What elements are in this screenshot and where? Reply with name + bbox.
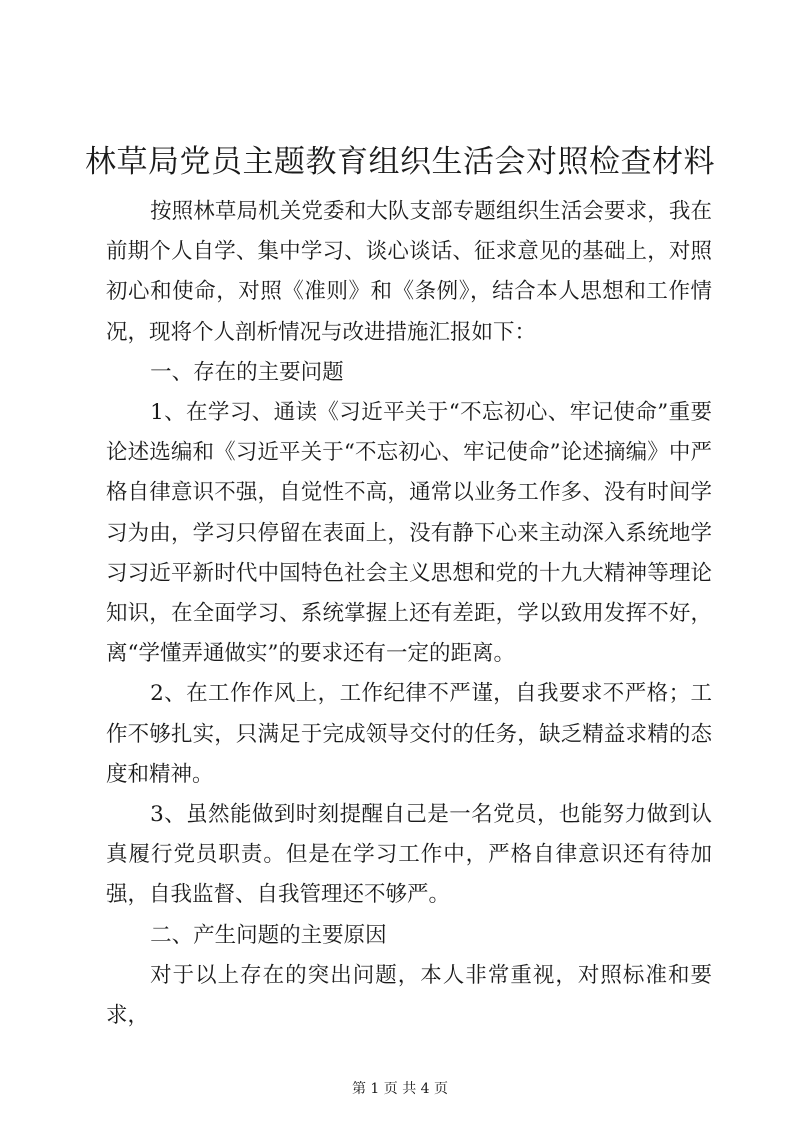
- problem-item-3: 3、虽然能做到时刻提醒自己是一名党员，也能努力做到认真履行党员职责。但是在学习工作中，严格自律意识还有待加强，自我监督、自我管理还不够严。: [106, 802, 712, 908]
- document-title: 林草局党员主题教育组织生活会对照检查材料: [85, 144, 715, 180]
- section-heading-problems: 一、存在的主要问题: [150, 359, 344, 385]
- page-footer: 第 1 页 共 4 页: [351, 1081, 449, 1097]
- problem-item-2: 2、在工作作风上，工作纪律不严谨，自我要求不严格；工作不够扎实，只满足于完成领导交付的任务，缺乏精益求精的态度和精神。: [106, 681, 712, 787]
- causes-paragraph: 对于以上存在的突出问题，本人非常重视，对照标准和要求，: [106, 962, 712, 1029]
- intro-paragraph: 按照林草局机关党委和大队支部专题组织生活会要求，我在前期个人自学、集中学习、谈心谈话、征求意见的基础上，对照初心和使命，对照《准则》和《条例》，结合本人思想和工作情况，现将个人剖析情况与改进措施汇报如下：: [106, 199, 712, 345]
- problem-item-1: 1、在学习、通读《习近平关于“不忘初心、牢记使命”重要论述选编和《习近平关于“不忘初心、牢记使命”论述摘编》中严格自律意识不强，自觉性不高，通常以业务工作多、没有时间学习为由，学习只停留在表面上，没有静下心来主动深入系统地学习习近平新时代中国特色社会主义思想和党的十九大精神等理论知识，在全面学习、系统掌握上还有差距，学以致用发挥不好，离“学懂弄通做实”的要求还有一定的距离。: [106, 400, 712, 667]
- section-heading-causes: 二、产生问题的主要原因: [150, 922, 387, 948]
- document-body: [106, 192, 712, 1036]
